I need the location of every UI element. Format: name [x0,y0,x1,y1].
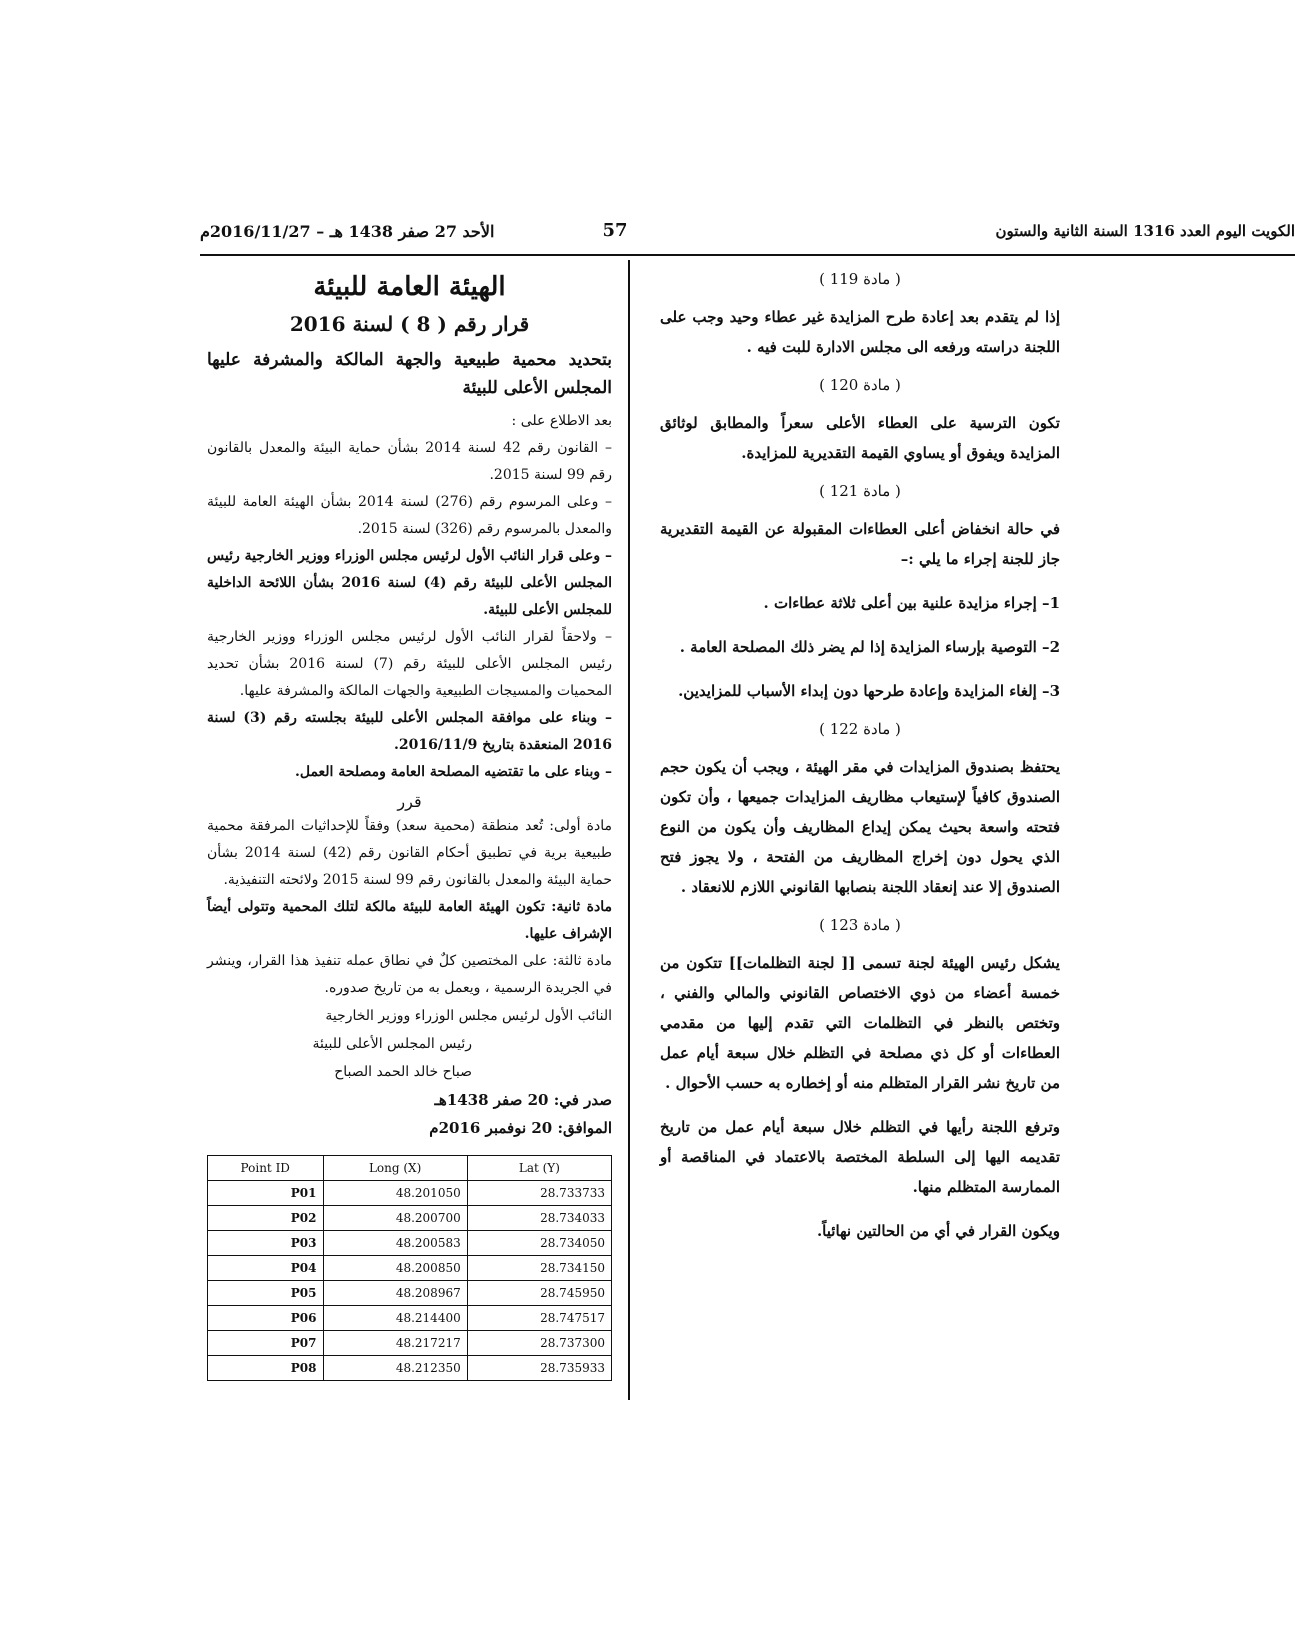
decree-number: قرار رقم ( 8 ) لسنة 2016 [289,312,530,336]
article-heading: ( مادة 122 ) [819,720,901,738]
column-header-long: Long (X) [323,1156,467,1181]
preamble-paragraph: – وبناء على ما تقتضيه المصلحة العامة ومصلحة العمل. [294,764,612,780]
table-row [208,1356,612,1381]
table-row [208,1206,612,1231]
latitude-cell: 28.747517 [467,1306,611,1331]
preamble-paragraph: بعد الاطلاع على : [511,413,612,429]
point-id-cell: P07 [208,1331,324,1356]
preamble-paragraph: – القانون رقم 42 لسنة 2014 بشأن حماية البيئة والمعدل بالقانون رقم 99 لسنة 2015. [207,440,612,483]
longitude-cell: 48.200583 [323,1231,467,1256]
corresponding-date: الموافق: 20 نوفمبر 2016م [429,1119,612,1137]
article-paragraph: إذا لم يتقدم بعد إعادة طرح المزايدة غير عطاء وحيد وجب على اللجنة دراسته ورفعه الى مجلس الادارة للبت فيه . [660,308,1060,356]
table-row [208,1256,612,1281]
table-row [208,1181,612,1206]
latitude-cell: 28.734033 [467,1206,611,1231]
preamble-paragraph: – وعلى قرار النائب الأول لرئيس مجلس الوزراء ووزير الخارجية رئيس المجلس الأعلى للبيئة رقم (4) لسنة 2016 بشأن اللائحة الداخلية للمجلس الأعلى للبيئة. [207,548,612,618]
right-column-articles [660,270,1060,1260]
article-paragraph: في حالة انخفاض أعلى العطاءات المقبولة عن القيمة التقديرية جاز للجنة إجراء ما يلي :– [660,520,1060,568]
longitude-cell: 48.208967 [323,1281,467,1306]
preamble [207,408,612,786]
signature-line: صباح خالد الحمد الصباح [334,1064,472,1080]
list-item: 3– إلغاء المزايدة وإعادة طرحها دون إبداء الأسباب للمزايدين. [678,682,1060,700]
signature-line: رئيس المجلس الأعلى للبيئة [312,1036,472,1052]
latitude-cell: 28.737300 [467,1331,611,1356]
article-heading: ( مادة 121 ) [819,482,901,500]
article-paragraph: يحتفظ بصندوق المزايدات في مقر الهيئة ، ويجب أن يكون حجم الصندوق كافياً لإستيعاب مظاريف المزايدات جميعها ، وأن تكون فتحته واسعة بحيث يمكن إيداع المظاريف وأن يكون من النوع الذي يحول دون إخراج المظاريف من الفتحة ، ولا يجوز فتح الصندوق إلا عند إنعقاد اللجنة بنصابها القانوني اللازم للانعقاد . [660,758,1060,896]
table-row [208,1281,612,1306]
point-id-cell: P01 [208,1181,324,1206]
gazette-issue-info: الكويت اليوم العدد 1316 السنة الثانية والستون [995,222,1295,240]
decree-subject: بتحديد محمية طبيعية والجهة المالكة والمشرفة عليها المجلس الأعلى للبيئة [207,350,612,398]
issue-date: الأحد 27 صفر 1438 هـ – 2016/11/27م [200,222,495,241]
latitude-cell: 28.734050 [467,1231,611,1256]
signature-block [207,1002,612,1086]
decree-articles [207,813,612,1002]
article-heading: ( مادة 123 ) [819,916,901,934]
point-id-cell: P08 [208,1356,324,1381]
article-paragraph: وترفع اللجنة رأيها في التظلم خلال سبعة أيام عمل من تاريخ تقديمه اليها إلى السلطة المختصة بالاعتماد في المناقصة أو الممارسة المتظلم منها. [660,1118,1060,1196]
latitude-cell: 28.735933 [467,1356,611,1381]
latitude-cell: 28.745950 [467,1281,611,1306]
organization-title: الهيئة العامة للبيئة [313,272,506,302]
signature-line: النائب الأول لرئيس مجلس الوزراء ووزير الخارجية [325,1008,612,1024]
left-column-decree [207,272,612,1142]
header-rule [200,254,1295,256]
decree-article: مادة أولى: تُعد منطقة (محمية سعد) وفقاً للإحداثيات المرفقة محمية طبيعية برية في تطبيق أحكام القانون رقم (42) لسنة 2014 بشأن حماية البيئة والمعدل بالقانون رقم 99 لسنة 2015 ولائحته التنفيذية. [207,818,612,888]
table-row [208,1231,612,1256]
longitude-cell: 48.200850 [323,1256,467,1281]
preamble-paragraph: – وبناء على موافقة المجلس الأعلى للبيئة بجلسته رقم (3) لسنة 2016 المنعقدة بتاريخ 2016/11/9. [207,710,613,753]
table-header-row [208,1156,612,1181]
article-paragraph: يشكل رئيس الهيئة لجنة تسمى [[ لجنة التظلمات]] تتكون من خمسة أعضاء من ذوي الاختصاص القانوني والمالي والفني ، وتختص بالنظر في التظلمات التي تقدم إليها من مقدمي العطاءات أو كل ذي مصلحة في التظلم خلال سبعة أيام عمل من تاريخ نشر القرار المتظلم منه أو إخطاره به حسب الأحوال . [660,954,1060,1092]
column-divider [628,260,630,1400]
longitude-cell: 48.200700 [323,1206,467,1231]
point-id-cell: P06 [208,1306,324,1331]
page-header [200,222,1295,254]
coordinates-table [207,1155,612,1381]
article-paragraph: ويكون القرار في أي من الحالتين نهائياً. [816,1222,1060,1240]
preamble-paragraph: – ولاحقاً لقرار النائب الأول لرئيس مجلس الوزراء ووزير الخارجية رئيس المجلس الأعلى للبيئة رقم (7) لسنة 2016 بشأن تحديد المحميات والمسيجات الطبيعية والجهات المالكة والمشرفة عليها. [207,629,612,699]
table-row [208,1306,612,1331]
longitude-cell: 48.217217 [323,1331,467,1356]
latitude-cell: 28.733733 [467,1181,611,1206]
longitude-cell: 48.201050 [323,1181,467,1206]
point-id-cell: P04 [208,1256,324,1281]
point-id-cell: P03 [208,1231,324,1256]
decree-article: مادة ثانية: تكون الهيئة العامة للبيئة مالكة لتلك المحمية وتتولى أيضاً الإشراف عليها. [207,899,612,942]
list-item: 2– التوصية بإرساء المزايدة إذا لم يضر ذلك المصلحة العامة . [679,638,1060,656]
table-row [208,1331,612,1356]
decree-article: مادة ثالثة: على المختصين كلٌ في نطاق عمله تنفيذ هذا القرار، وينشر في الجريدة الرسمية ، ويعمل به من تاريخ صدوره. [207,953,612,996]
article-paragraph: تكون الترسية على العطاء الأعلى سعراً والمطابق لوثائق المزايدة ويفوق أو يساوي القيمة التقديرية للمزايدة. [660,414,1060,462]
article-heading: ( مادة 120 ) [819,376,901,394]
latitude-cell: 28.734150 [467,1256,611,1281]
issued-date: صدر في: 20 صفر 1438هـ [434,1091,612,1109]
article-heading: ( مادة 119 ) [819,270,901,288]
longitude-cell: 48.214400 [323,1306,467,1331]
preamble-paragraph: – وعلى المرسوم رقم (276) لسنة 2014 بشأن الهيئة العامة للبيئة والمعدل بالمرسوم رقم (326) لسنة 2015. [207,494,612,537]
decided-heading: قرر [397,792,422,811]
point-id-cell: P02 [208,1206,324,1231]
column-header-lat: Lat (Y) [467,1156,611,1181]
point-id-cell: P05 [208,1281,324,1306]
page-number: 57 [602,220,628,241]
longitude-cell: 48.212350 [323,1356,467,1381]
column-header-point-id: Point ID [208,1156,324,1181]
list-item: 1– إجراء مزايدة علنية بين أعلى ثلاثة عطاءات . [763,594,1060,612]
